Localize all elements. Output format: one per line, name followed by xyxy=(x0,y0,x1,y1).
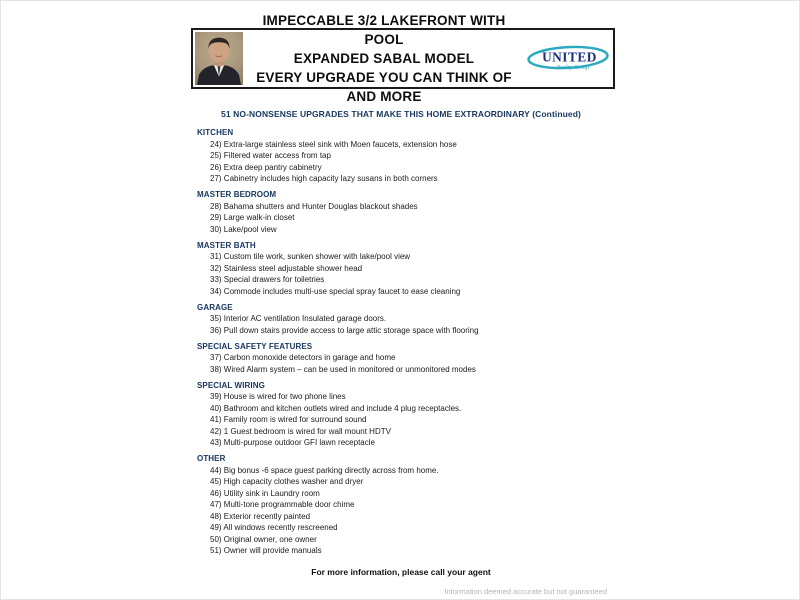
section-heading: SPECIAL WIRING xyxy=(197,380,265,390)
section-heading: KITCHEN xyxy=(197,128,234,137)
listing-title-line-1: IMPECCABLE 3/2 LAKEFRONT WITH POOL xyxy=(262,13,506,47)
upgrade-item: 45) High capacity clothes washer and dryer xyxy=(210,477,364,486)
listing-title-line-2: EXPANDED SABAL MODEL xyxy=(293,51,475,66)
united-realty-group-logo xyxy=(526,41,610,77)
section-heading: MASTER BATH xyxy=(197,240,256,250)
upgrade-item: 32) Stainless steel adjustable shower head xyxy=(210,263,363,273)
upgrade-item: 31) Custom tile work, sunken shower with lake/pool view xyxy=(210,252,411,261)
header-banner xyxy=(191,13,615,104)
listing-title-line-3: EVERY UPGRADE YOU CAN THINK OF AND MORE xyxy=(256,70,512,104)
upgrade-item: 37) Carbon monoxide detectors in garage and home xyxy=(210,353,396,362)
footer-disclaimer: Information deemed accurate but not guaranteed xyxy=(444,587,607,596)
upgrade-item: 39) House is wired for two phone lines xyxy=(210,392,346,401)
upgrade-item: 44) Big bonus -6 space guest parking directly across from home. xyxy=(210,465,439,475)
logo-subtitle-text: Realty Group xyxy=(556,64,589,71)
upgrade-item: 27) Cabinetry includes high capacity lazy susans in both corners xyxy=(210,174,438,183)
upgrade-item: 28) Bahama shutters and Hunter Douglas blackout shades xyxy=(210,201,418,211)
upgrade-item: 48) Exterior recently painted xyxy=(210,511,311,521)
agent-photo xyxy=(195,32,243,85)
page-title: 51 NO-NONSENSE UPGRADES THAT MAKE THIS HOME EXTRAORDINARY (Continued) xyxy=(221,109,581,119)
footer-call-to-action: For more information, please call your agent xyxy=(311,567,491,577)
brokerage-logo xyxy=(525,30,613,87)
upgrade-item: 49) All windows recently rescreened xyxy=(210,523,338,532)
upgrade-item: 24) Extra-large stainless steel sink with Moen faucets, extension hose xyxy=(210,139,457,149)
upgrade-item: 41) Family room is wired for surround sound xyxy=(210,415,367,424)
upgrade-item: 43) Multi-purpose outdoor GFI lawn receptacle xyxy=(210,438,375,447)
upgrade-item: 40) Bathroom and kitchen outlets wired and include 4 plug receptacles. xyxy=(210,403,462,413)
upgrade-item: 30) Lake/pool view xyxy=(210,224,277,234)
upgrades-list xyxy=(197,127,621,557)
logo-name-text: UNITED xyxy=(541,48,597,64)
upgrade-item: 51) Owner will provide manuals xyxy=(210,546,322,555)
upgrade-item: 29) Large walk-in closet xyxy=(210,213,295,222)
upgrade-item: 25) Filtered water access from tap xyxy=(210,151,331,160)
agent-headshot-image xyxy=(195,32,243,85)
section-heading: GARAGE xyxy=(197,302,233,312)
upgrade-item: 50) Original owner, one owner xyxy=(210,534,317,544)
upgrade-item: 33) Special drawers for toiletries xyxy=(210,275,325,284)
upgrade-item: 47) Multi-tone programmable door chime xyxy=(210,500,355,509)
upgrade-item: 36) Pull down stairs provide access to large attic storage space with flooring xyxy=(210,325,479,335)
upgrade-item: 35) Interior AC ventilation Insulated garage doors. xyxy=(210,314,387,323)
upgrade-item: 42) 1 Guest bedroom is wired for wall mount HDTV xyxy=(210,426,391,436)
listing-title xyxy=(243,13,525,104)
upgrade-item: 46) Utility sink in Laundry room xyxy=(210,488,320,498)
section-heading: SPECIAL SAFETY FEATURES xyxy=(197,341,313,351)
upgrade-item: 34) Commode includes multi-use special spray faucet to ease cleaning xyxy=(210,286,461,296)
section-heading: OTHER xyxy=(197,454,226,463)
upgrade-item: 38) Wired Alarm system – can be used in monitored or unmonitored modes xyxy=(210,364,476,374)
section-heading: MASTER BEDROOM xyxy=(197,190,277,199)
upgrade-item: 26) Extra deep pantry cabinetry xyxy=(210,162,322,172)
